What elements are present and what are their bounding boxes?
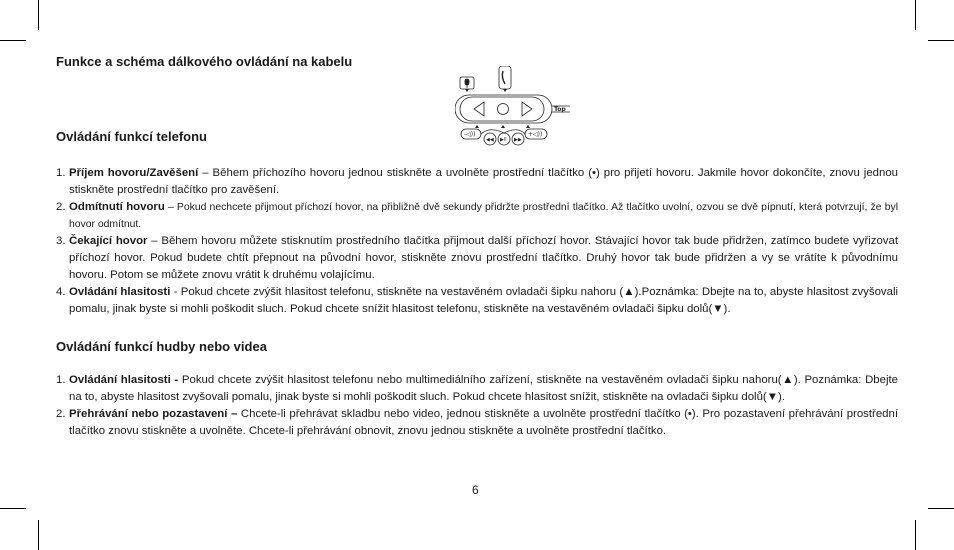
play-left-icon	[474, 102, 484, 116]
svg-text:-◁)): -◁))	[464, 131, 476, 138]
list-item: 1. Příjem hovoru/Zavěšení – Během příchozího hovoru jednou stiskněte a uvolněte prostřední tlačítko (•) pro přijetí hovoru. Jakmile hovor dokončíte, znovu jednou stiskněte prostřední tlačítko pro zavěšení.	[56, 167, 898, 196]
microphone-icon	[460, 77, 474, 89]
center-button-icon	[498, 104, 509, 115]
list-item: 3. Čekající hovor – Během hovoru můžete stisknutím prostředního tlačítka přijmout další příchozí hovor. Stávající hovor tak bude přidržen, zatímco budete vyřizovat příchozí hovor. Pokud budete chtít přepnout na původní hovor, stiskněte znovu prostřední tlačítko. Druhý hovor tak bude přidržen a vy se vrátíte k původnímu hovoru. Potom se můžete znovu vrátit k druhému volajícímu.	[56, 235, 898, 281]
crop-mark	[915, 520, 916, 550]
page-title: Funkce a schéma dálkového ovládání na kabelu	[56, 54, 353, 69]
svg-text:+◁)): +◁))	[528, 131, 543, 138]
crop-mark	[928, 40, 954, 41]
section-heading-phone: Ovládání funkcí telefonu	[56, 129, 207, 144]
remote-control-diagram	[455, 66, 570, 148]
cable-label: Top	[554, 106, 566, 113]
list-item: 2. Odmítnutí hovoru – Pokud nechcete přijmout příchozí hovor, na přibližně dvě sekundy přidržte prostřední tlačítko. Až tlačítko uvolní, ozvou se dvě pípnutí, která potvrzují, že byl hovor odmítnut.	[56, 201, 899, 230]
crop-mark	[0, 40, 26, 41]
remote-body	[455, 95, 570, 123]
crop-mark	[928, 508, 954, 509]
play-right-icon	[522, 102, 532, 116]
phone-handset-icon	[499, 66, 511, 89]
music-controls-list	[56, 372, 898, 440]
page-number: 6	[472, 483, 479, 497]
phone-controls-list	[56, 165, 898, 318]
svg-text:◀◀: ◀◀	[486, 137, 494, 143]
crop-mark	[0, 508, 26, 509]
crop-mark	[38, 0, 39, 30]
list-item: 2. Přehrávání nebo pozastavení – Chcete-li přehrávat skladbu nebo video, jednou stiskněte a uvolněte prostřední tlačítko (•). Pro pozastavení přehrávání prostřední tlačítko znovu stiskněte a uvolněte. Chcete-li přehrávání obnovit, znovu jednou stiskněte a uvolněte prostřední tlačítko.	[56, 408, 898, 437]
list-item: 4. Ovládání hlasitosti - Pokud chcete zvýšit hlasitost telefonu, stiskněte na vestavěném ovladači šipku nahoru (▲).Poznámka: Dbejte na to, abyste hlasitost zvyšovali pomalu, jinak byste si mohli poškodit sluch. Pokud chcete snížit hlasitost telefonu, stiskněte na vestavěném ovladači šipku dolů(▼).	[56, 286, 899, 315]
list-item: 1. Ovládání hlasitosti - Pokud chcete zvýšit hlasitost telefonu nebo multimediálního zařízení, stiskněte na vestavěném ovladači šipku nahoru(▲). Poznámka: Dbejte na to, abyste hlasitost zvyšovali pomalu, jinak byste si mohli poškodit sluch. Pokud chcete hlasitost snížit, stiskněte na ovladači šipku dolů(▼).	[56, 374, 899, 403]
svg-text:▶▶: ▶▶	[514, 137, 522, 143]
crop-mark	[915, 0, 916, 30]
svg-text:▶ll: ▶ll	[500, 137, 507, 143]
crop-mark	[38, 520, 39, 550]
section-heading-music: Ovládání funkcí hudby nebo videa	[56, 339, 267, 354]
